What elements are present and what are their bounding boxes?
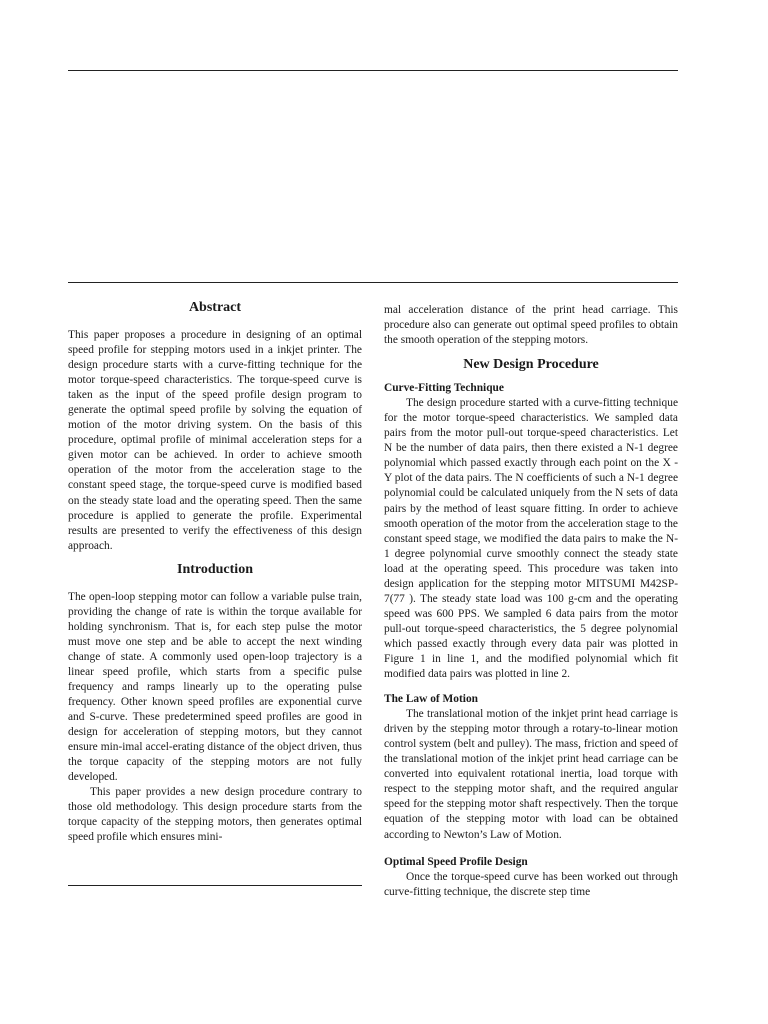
left-column	[68, 298, 362, 846]
law-of-motion-heading: The Law of Motion	[384, 693, 478, 706]
continuation-paragraph: mal acceleration distance of the print head carriage. This procedure also can generate out optimal speed profiles to obtain the smooth operation of the stepping motors.	[384, 304, 678, 347]
right-column	[384, 303, 678, 900]
introduction-paragraph-2: This paper provides a new design procedure contrary to those old methodology. This design procedure starts from the torque capacity of the stepping motors, then generates optimal speed profile which ensures mini-	[68, 786, 362, 844]
top-rule	[68, 70, 678, 71]
optimal-speed-heading: Optimal Speed Profile Design	[384, 855, 528, 868]
optimal-speed-body: Once the torque-speed curve has been worked out through curve-fitting technique, the discrete step time	[384, 870, 678, 898]
curve-fitting-heading: Curve-Fitting Technique	[384, 382, 504, 395]
column-end-rule	[68, 885, 362, 886]
introduction-paragraph-1: The open-loop stepping motor can follow a variable pulse train, providing the change of rate is within the torque available for holding synchronism. That is, for each step pulse the motor must move one step and be able to accept the next winding change of state. A commonly used open-loop trajectory is a linear speed profile, which starts from a specific pulse frequency and ramps linearly up to the operating pulse frequency. Other known speed profiles are exponential curve and S-curve. These predetermined speed profiles are good in design for acceleration of stepping motors, but they cannot ensure min-imal accel-erating distance of the object driven, thus the torque capacity of the stepping motors are not fully developed.	[68, 590, 362, 784]
law-of-motion-body: The translational motion of the inkjet print head carriage is driven by the stepping motor through a rotary-to-linear motion control system (belt and pulley). The mass, friction and speed of the translational motion of the inkjet print head carriage can be converted into equivalent rotational inertia, load torque with respect to the stepping motor shaft, and the required angular speed for the stepping motor shaft respectively. Then the torque equation of the stepping motor with load can be obtained according to Newton’s Law of Motion.	[384, 708, 678, 841]
abstract-body: This paper proposes a procedure in designing of an optimal speed profile for stepping motors used in a inkjet printer. The design procedure starts with a curve-fitting technique for the motor torque-speed characteristics. The torque-speed curve is taken as the input of the speed profile design program to generate the optimal speed profile by solving the equation of motion of the motor driving system. On the basis of this procedure, optimal profile of minimal acceleration steps for a given motor can be achieved. In order to achieve smooth operation of the motor from the acceleration stage to the constant speed stage, the torque-speed curve is modified based on the steady state load and the operating speed. Then the same procedure is applied to generate the profile. Experimental results are presented to verify the effectiveness of this design approach.	[68, 329, 362, 552]
curve-fitting-body: The design procedure started with a curve-fitting technique for the motor torque-speed characteristics. We sampled data pairs from the motor pull-out torque-speed characteristics. Let N be the number of data pairs, then there existed a N-1 degree polynomial which passed exactly through each point on the X - Y plot of the data pairs. The N coefficients of such a N-1 degree polynomial could be calculated uniquely from the N sets of data pairs by the method of least square fitting. In order to achieve smooth operation of the motor from the acceleration stage to the constant speed stage, we modified the data pairs to make the N-1 degree polynomial curve smoothly connect the steady state load at the operating speed. This procedure was taken into design application for the stepping motor MITSUMI M42SP-7(77 ). The steady state load was 100 g-cm and the operating speed was 600 PPS. We sampled 6 data pairs from the motor pull-out torque-speed characteristics, the 5 degree polynomial which passed exactly through every data pair was plotted in Figure 1 in line 1, and the modified polynomial which fit modified data pairs was plotted in line 2.	[384, 397, 678, 681]
abstract-heading: Abstract	[188, 300, 242, 315]
new-design-heading: New Design Procedure	[463, 357, 599, 373]
introduction-heading: Introduction	[177, 561, 253, 577]
header-rule	[68, 282, 678, 283]
